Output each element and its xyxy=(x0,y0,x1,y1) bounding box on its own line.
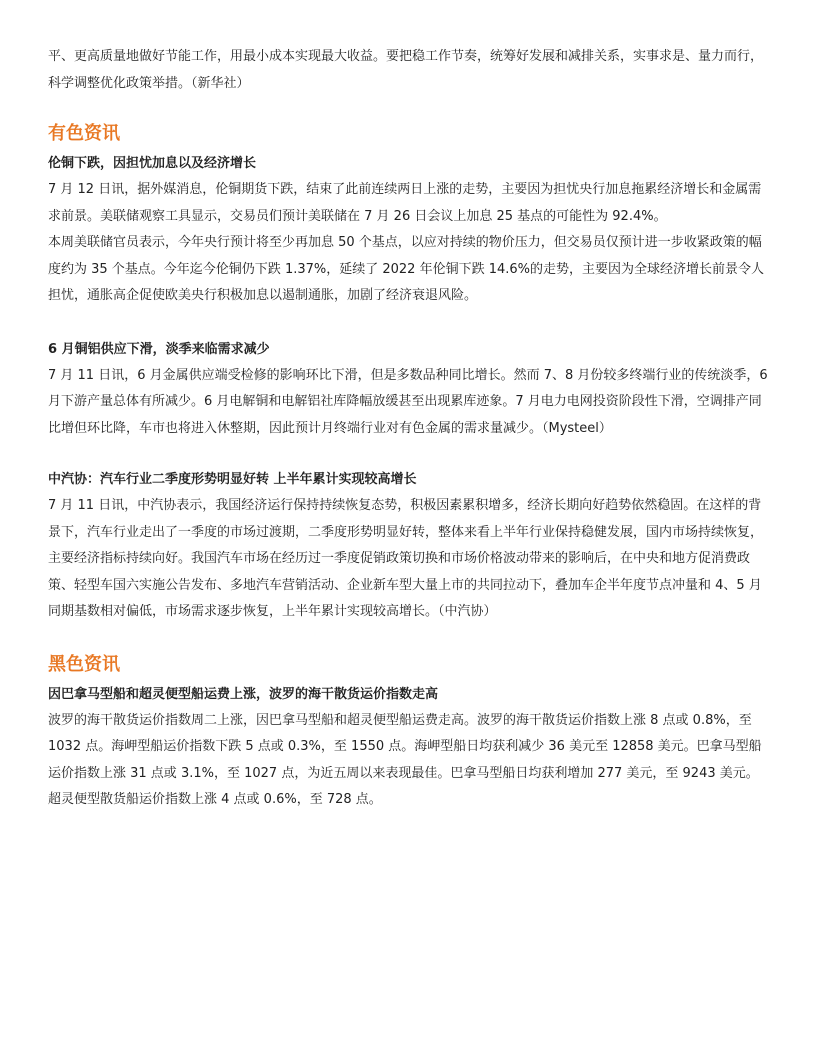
section-title-nonferrous: 有色资讯 xyxy=(48,123,120,144)
article-title-supply: 6 月铜铝供应下滑，淡季来临需求减少 xyxy=(48,341,270,357)
document-page xyxy=(48,44,770,814)
article-paragraph: 7 月 12 日讯，据外媒消息，伦铜期货下跌，结束了此前连续两日上涨的走势，主要因为担忧央行加息拖累经济增长和金属需求前景。美联储观察工具显示，交易员们预计美联储在 7 月 26 日会议上加息 25 基点的可能性为 92.4%。 xyxy=(48,182,762,224)
spacer xyxy=(48,97,770,117)
intro-paragraph: 平、更高质量地做好节能工作，用最小成本实现最大收益。要把稳工作节奏，统筹好发展和减排关系，实事求是、量力而行，科学调整优化政策举措。（新华社） xyxy=(48,49,764,91)
spacer xyxy=(48,442,770,467)
article-paragraph: 波罗的海干散货运价指数周二上涨，因巴拿马型船和超灵便型船运费走高。波罗的海干散货运价指数上涨 8 点或 0.8%，至 1032 点。海岬型船运价指数下跌 5 点或 0.3%，至 1550 点。海岬型船日均获利减少 36 美元至 12858 美元。巴拿马型船运价指数上涨 31 点或 3.1%，至 1027 点，为近五周以来表现最佳。巴拿马型船日均获利增加 277 美元，至 9243 美元。超灵便型散货船运价指数上涨 4 点或 0.6%，至 728 点。 xyxy=(48,712,762,807)
article-title-copper: 伦铜下跌，因担忧加息以及经济增长 xyxy=(48,156,257,171)
section-title-ferrous: 黑色资讯 xyxy=(48,653,120,675)
article-paragraph: 本周美联储官员表示，今年央行预计将至少再加息 50 个基点，以应对持续的物价压力，但交易员仅预计进一步收紧政策的幅度约为 35 个基点。今年迄今伦铜仍下跌 1.37%，延续了 2022 年伦铜下跌 14.6%的走势，主要因为全球经济增长前景令人担忧，通胀高企促使欧美央行积极加息以遏制通胀，加剧了经济衰退风险。 xyxy=(48,235,765,303)
spacer xyxy=(48,626,770,648)
article-title-auto: 中汽协：汽车行业二季度形势明显好转 上半年累计实现较高增长 xyxy=(48,472,417,487)
article-paragraph: 7 月 11 日讯，中汽协表示，我国经济运行保持持续恢复态势，积极因素累积增多，经济长期向好趋势依然稳固。在这样的背景下，汽车行业走出了一季度的市场过渡期，二季度形势明显好转，整体来看上半年行业保持稳健发展，国内市场持续恢复，主要经济指标持续向好。我国汽车市场在经历过一季度促销政策切换和市场价格波动带来的影响后，在中央和地方促消费政策、轻型车国六实施公告发布、多地汽车营销活动、企业新车型大量上市的共同拉动下，叠加车企半年度节点冲量和 4、5 月同期基数相对偏低，市场需求逐步恢复，上半年累计实现较高增长。（中汽协） xyxy=(48,498,764,619)
article-paragraph: 7 月 11 日讯，6 月金属供应端受检修的影响环比下滑，但是多数品种同比增长。然而 7、8 月份较多终端行业的传统淡季，6 月下游产量总体有所减少。6 月电解铜和电解铝社库降幅放缓甚至出现累库迹象。7 月电力电网投资阶段性下滑，空调排产同比增但环比降，车市也将进入休整期，因此预计月终端行业对有色金属的需求量减少。（Mysteel） xyxy=(48,367,768,436)
spacer xyxy=(48,310,770,337)
article-title-baltic: 因巴拿马型船和超灵便型船运费上涨，波罗的海干散货运价指数走高 xyxy=(48,686,439,702)
